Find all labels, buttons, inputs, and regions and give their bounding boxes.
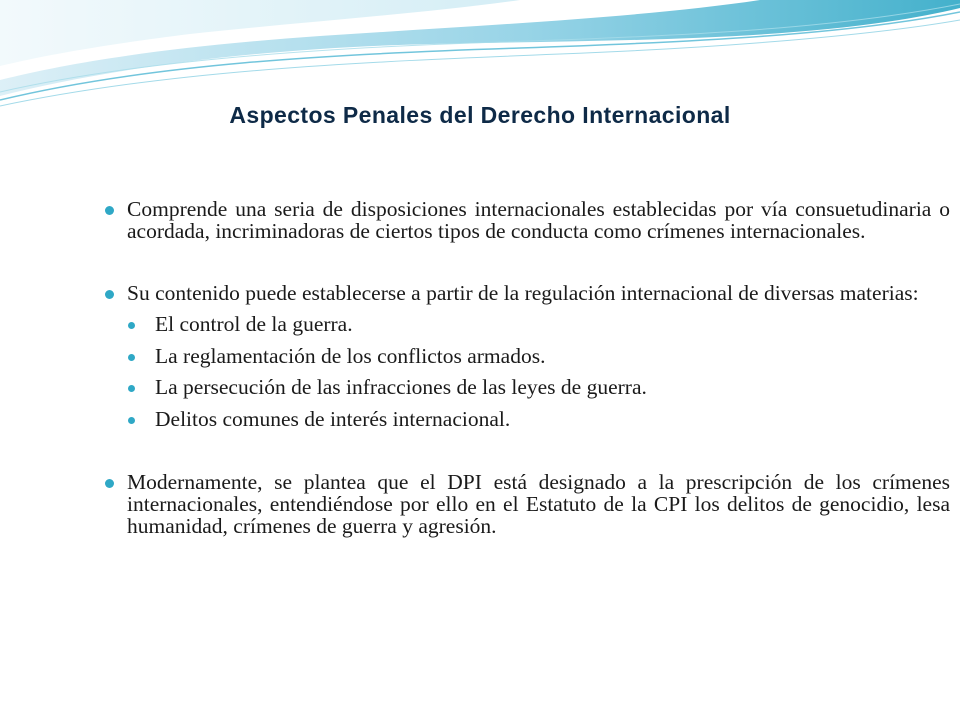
- bullet-dot-icon: [105, 290, 114, 299]
- bullet-dot-icon: [105, 479, 114, 488]
- sub-bullet-item: [128, 313, 950, 335]
- sub-bullet-dot-icon: [128, 385, 135, 392]
- sub-bullet-item: [128, 408, 950, 430]
- slide-title: Aspectos Penales del Derecho Internacional: [229, 102, 731, 128]
- bullet-dot-icon: [105, 206, 114, 215]
- sub-bullet-dot-icon: [128, 354, 135, 361]
- bullet-item: [104, 471, 950, 537]
- bullet-item: [104, 198, 950, 242]
- sub-bullet-item: [128, 376, 950, 398]
- bullet-text: Su contenido puede establecerse a partir de la regulación internacional de diversas materias:: [127, 281, 919, 305]
- sub-bullet-text: El control de la guerra.: [155, 312, 353, 336]
- sub-bullet-dot-icon: [128, 417, 135, 424]
- bullet-text: Modernamente, se plantea que el DPI está designado a la prescripción de los crímenes internacionales, entendiéndose por ello en el Estatuto de la CPI los delitos de genocidio, lesa humanidad, crímenes de guerra y agresión.: [127, 469, 950, 538]
- sub-bullet-text: La reglamentación de los conflictos armados.: [155, 343, 546, 368]
- bullet-item: [104, 282, 950, 304]
- bullet-text: Comprende una seria de disposiciones internacionales establecidas por vía consuetudinaria o acordada, incriminadoras de ciertos tipos de conducta como crímenes internacionales.: [127, 197, 950, 243]
- sub-bullet-text: Delitos comunes de interés internacional.: [155, 406, 511, 431]
- sub-bullet-text: La persecución de las infracciones de las leyes de guerra.: [155, 375, 647, 399]
- sub-bullet-dot-icon: [128, 322, 135, 329]
- bullet-list: [104, 198, 950, 537]
- sub-bullet-item: [128, 345, 950, 367]
